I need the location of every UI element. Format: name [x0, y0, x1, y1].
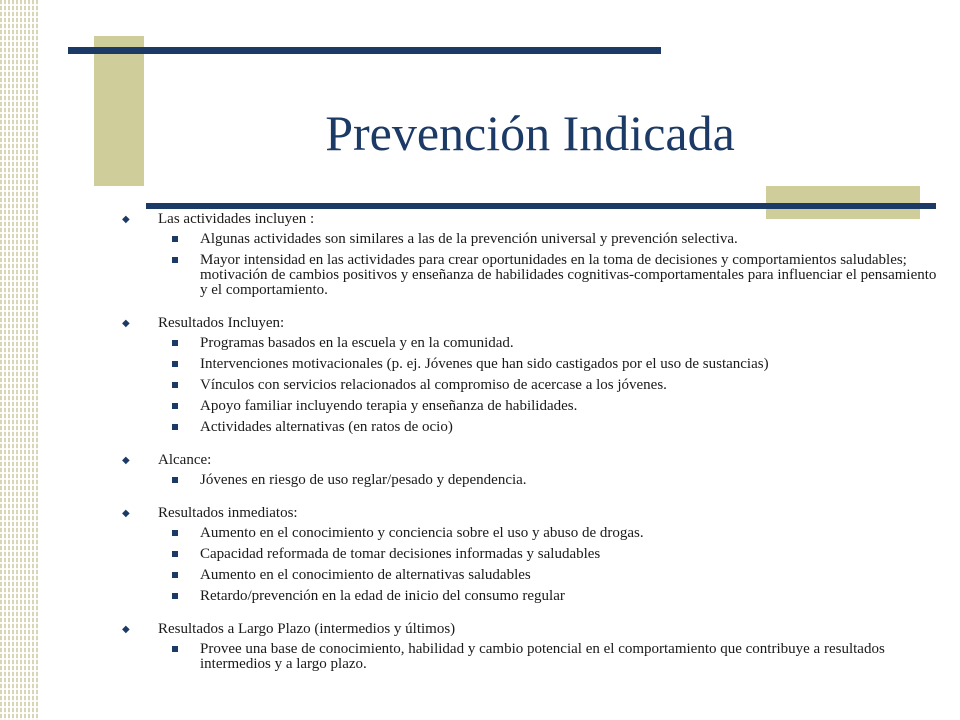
list-item: Algunas actividades son similares a las de la prevención universal y prevención selectiva.: [158, 232, 940, 247]
list-item: Intervenciones motivacionales (p. ej. Jóvenes que han sido castigados por el uso de sustancias): [158, 357, 940, 372]
section-resultados-largo-plazo: [120, 620, 940, 672]
list-item: Vínculos con servicios relacionados al compromiso de acercase a los jóvenes.: [158, 378, 940, 393]
list-item: Capacidad reformada de tomar decisiones informadas y saludables: [158, 547, 940, 562]
slide-title: Prevención Indicada: [325, 105, 735, 161]
list-item: Retardo/prevención en la edad de inicio del consumo regular: [158, 589, 940, 604]
decorative-tan-block: [94, 36, 144, 186]
section-resultados-inmediatos: [120, 504, 940, 604]
list-item: Mayor intensidad en las actividades para crear oportunidades en la toma de decisiones y comportamientos saludables; motivación de cambios positivos y enseñanza de habilidades cognitivas-comportamentales para influenciar el pensamiento y el comportamiento.: [158, 253, 940, 298]
square-bullet-icon: [172, 593, 178, 599]
slide-content: [120, 210, 940, 688]
list-item: Actividades alternativas (en ratos de ocio): [158, 420, 940, 435]
list-item: Apoyo familiar incluyendo terapia y enseñanza de habilidades.: [158, 399, 940, 414]
section-resultados-incluyen: [120, 314, 940, 435]
bullet-list: [158, 473, 940, 488]
section-heading: Resultados a Largo Plazo (intermedios y últimos): [158, 621, 456, 637]
section-heading: Las actividades incluyen :: [158, 211, 315, 227]
square-bullet-icon: [172, 403, 178, 409]
decorative-navy-bar-right: [146, 203, 936, 209]
bullet-list: [158, 232, 940, 298]
diamond-bullet-icon: ◆: [122, 508, 130, 519]
list-item: Provee una base de conocimiento, habilidad y cambio potencial en el comportamiento que contribuye a resultados intermedios y a largo plazo.: [158, 642, 940, 672]
square-bullet-icon: [172, 551, 178, 557]
diamond-bullet-icon: ◆: [122, 624, 130, 635]
square-bullet-icon: [172, 361, 178, 367]
section-heading: Resultados Incluyen:: [158, 315, 285, 331]
list-item: Jóvenes en riesgo de uso reglar/pesado y dependencia.: [158, 473, 940, 488]
bullet-list: [158, 642, 940, 672]
square-bullet-icon: [172, 646, 178, 652]
square-bullet-icon: [172, 424, 178, 430]
decorative-stripe: [0, 0, 40, 720]
square-bullet-icon: [172, 236, 178, 242]
list-item: Programas basados en la escuela y en la comunidad.: [158, 336, 940, 351]
square-bullet-icon: [172, 572, 178, 578]
bullet-list: [158, 526, 940, 604]
list-item: Aumento en el conocimiento y conciencia sobre el uso y abuso de drogas.: [158, 526, 940, 541]
section-alcance: [120, 451, 940, 488]
decorative-navy-bar: [68, 47, 661, 54]
list-item: Aumento en el conocimiento de alternativas saludables: [158, 568, 940, 583]
bullet-list: [158, 336, 940, 435]
square-bullet-icon: [172, 257, 178, 263]
square-bullet-icon: [172, 530, 178, 536]
diamond-bullet-icon: ◆: [122, 455, 130, 466]
diamond-bullet-icon: ◆: [122, 214, 130, 225]
square-bullet-icon: [172, 382, 178, 388]
section-heading: Alcance:: [158, 452, 212, 468]
section-heading: Resultados inmediatos:: [158, 505, 298, 521]
square-bullet-icon: [172, 340, 178, 346]
square-bullet-icon: [172, 477, 178, 483]
diamond-bullet-icon: ◆: [122, 318, 130, 329]
section-actividades: [120, 210, 940, 298]
